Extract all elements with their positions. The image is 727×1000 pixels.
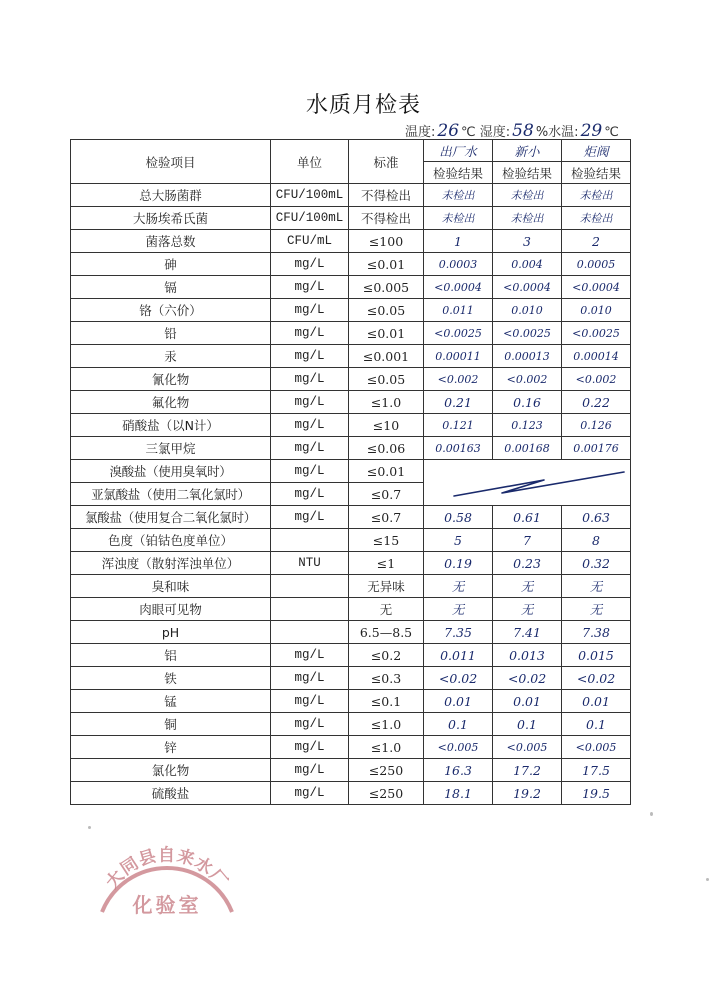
unit-cell: CFU/mL [271,230,349,253]
result-cell: 19.5 [562,782,631,805]
result-cell: 1 [424,230,493,253]
unit-cell: mg/L [271,253,349,276]
standard-cell: ≤0.01 [349,322,424,345]
standard-cell: 不得检出 [349,184,424,207]
result-cell: 未检出 [562,184,631,207]
result-cell: <0.005 [493,736,562,759]
result-cell: 无 [493,598,562,621]
standard-cell: ≤0.001 [349,345,424,368]
item-name: 铝 [71,644,271,667]
result-cell: 19.2 [493,782,562,805]
table-row [71,598,631,621]
standard-cell: 不得检出 [349,207,424,230]
result-cell: 无 [424,575,493,598]
result-cell: <0.002 [562,368,631,391]
table-row [71,184,631,207]
temp-unit: ℃ [461,125,476,140]
table-row [71,736,631,759]
water-temp-unit: ℃ [604,125,619,140]
table-row [71,299,631,322]
water-temp-label: 水温: [548,125,579,140]
item-name: 浑浊度（散射浑浊单位） [71,552,271,575]
result-cell: 0.126 [562,414,631,437]
unit-cell: mg/L [271,460,349,483]
standard-cell: ≤250 [349,782,424,805]
stamp-arc-text: 大同县自来水厂 [102,845,232,893]
table-row [71,414,631,437]
temp-value: 26 [437,121,460,141]
result-cell: 0.63 [562,506,631,529]
strikethrough-mark [424,460,631,504]
item-name: 汞 [71,345,271,368]
result-cell: 0.01 [424,690,493,713]
item-name: 铁 [71,667,271,690]
item-name: 总大肠菌群 [71,184,271,207]
standard-cell: 无异味 [349,575,424,598]
unit-cell: mg/L [271,437,349,460]
header-standard: 标准 [349,140,424,184]
result-cell: 2 [562,230,631,253]
result-cell: <0.002 [493,368,562,391]
table-row [71,690,631,713]
standard-cell: ≤1 [349,552,424,575]
table-row [71,230,631,253]
result-cell: 未检出 [424,207,493,230]
result-cell: 8 [562,529,631,552]
unit-cell: mg/L [271,690,349,713]
humidity-value: 58 [512,121,534,141]
item-name: 大肠埃希氏菌 [71,207,271,230]
table-row [71,782,631,805]
unit-cell: CFU/100mL [271,207,349,230]
result-cell: 未检出 [562,207,631,230]
result-cell: 0.01 [493,690,562,713]
unit-cell [271,575,349,598]
result-cell: 0.23 [493,552,562,575]
unit-cell: mg/L [271,322,349,345]
strikethrough-cell [424,460,631,506]
item-name: 砷 [71,253,271,276]
item-name: 氰化物 [71,368,271,391]
page-title: 水质月检表 [305,93,421,118]
table-row [71,759,631,782]
standard-cell: ≤1.0 [349,736,424,759]
result-cell: 0.00014 [562,345,631,368]
table-row [71,207,631,230]
table-row [71,644,631,667]
result-cell: <0.0025 [424,322,493,345]
result-cell: 16.3 [424,759,493,782]
result-cell: 0.61 [493,506,562,529]
unit-cell: mg/L [271,506,349,529]
result-cell: 0.00013 [493,345,562,368]
lab-stamp-seal [92,820,242,920]
standard-cell: ≤0.005 [349,276,424,299]
result-cell: <0.002 [424,368,493,391]
item-name: 菌落总数 [71,230,271,253]
unit-cell: mg/L [271,713,349,736]
unit-cell [271,598,349,621]
table-row [71,506,631,529]
unit-cell: mg/L [271,276,349,299]
standard-cell: ≤0.1 [349,690,424,713]
table-row [71,575,631,598]
result-cell: 未检出 [424,184,493,207]
result-cell: 0.0003 [424,253,493,276]
result-cell: 0.22 [562,391,631,414]
item-name: 亚氯酸盐（使用二氧化氯时） [71,483,271,506]
result-cell: <0.02 [493,667,562,690]
result-cell: 17.2 [493,759,562,782]
humidity-label: 湿度: [479,125,511,140]
result-cell: 3 [493,230,562,253]
scan-speck [650,812,653,816]
result-cell: <0.02 [562,667,631,690]
unit-cell: mg/L [271,345,349,368]
table-row [71,345,631,368]
humidity-unit: % [535,125,549,140]
result-cell: 0.01 [562,690,631,713]
result-cell: 0.013 [493,644,562,667]
item-name: 肉眼可见物 [71,598,271,621]
standard-cell: ≤0.05 [349,368,424,391]
item-name: 硝酸盐（以N计） [71,414,271,437]
table-row [71,368,631,391]
item-name: 三氯甲烷 [71,437,271,460]
standard-cell: 无 [349,598,424,621]
unit-cell: NTU [271,552,349,575]
table-row [71,460,631,483]
water-temp-value: 29 [580,121,603,141]
standard-cell: ≤0.05 [349,299,424,322]
result-cell: 0.1 [424,713,493,736]
result-cell: 0.16 [493,391,562,414]
result-cell: 7.41 [493,621,562,644]
header-source-1: 出厂水 [424,140,493,162]
table-row [71,437,631,460]
header-source-3: 炬阀 [562,140,631,162]
standard-cell: ≤0.7 [349,483,424,506]
result-cell: 17.5 [562,759,631,782]
standard-cell: ≤0.01 [349,460,424,483]
item-name: 臭和味 [71,575,271,598]
standard-cell: ≤0.01 [349,253,424,276]
item-name: 溴酸盐（使用臭氧时） [71,460,271,483]
result-cell: 0.011 [424,644,493,667]
result-cell: 7.38 [562,621,631,644]
standard-cell: ≤0.2 [349,644,424,667]
result-cell: 0.010 [562,299,631,322]
result-cell: 0.32 [562,552,631,575]
result-cell: 0.123 [493,414,562,437]
item-name: 氟化物 [71,391,271,414]
result-cell: 0.004 [493,253,562,276]
result-cell: 未检出 [493,207,562,230]
unit-cell [271,529,349,552]
result-cell: 无 [424,598,493,621]
result-cell: 5 [424,529,493,552]
result-cell: <0.02 [424,667,493,690]
result-cell: <0.005 [562,736,631,759]
table-row [71,276,631,299]
result-cell: <0.005 [424,736,493,759]
standard-cell: ≤1.0 [349,713,424,736]
standard-cell: 6.5—8.5 [349,621,424,644]
scan-speck [706,878,709,881]
header-source-2: 新小 [493,140,562,162]
standard-cell: ≤10 [349,414,424,437]
header-result-3: 检验结果 [562,162,631,184]
result-cell: <0.0025 [562,322,631,345]
unit-cell [271,621,349,644]
standard-cell: ≤0.7 [349,506,424,529]
table-row [71,391,631,414]
item-name: 铜 [71,713,271,736]
item-name: 铬（六价） [71,299,271,322]
result-cell: 0.015 [562,644,631,667]
result-cell: 0.58 [424,506,493,529]
standard-cell: ≤0.06 [349,437,424,460]
unit-cell: mg/L [271,667,349,690]
standard-cell: ≤250 [349,759,424,782]
item-name: 锰 [71,690,271,713]
result-cell: <0.0004 [562,276,631,299]
unit-cell: mg/L [271,759,349,782]
result-cell: 18.1 [424,782,493,805]
result-cell: 0.0005 [562,253,631,276]
result-cell: <0.0025 [493,322,562,345]
result-cell: 7.35 [424,621,493,644]
header-unit: 单位 [271,140,349,184]
result-cell: 0.19 [424,552,493,575]
standard-cell: ≤15 [349,529,424,552]
unit-cell: mg/L [271,736,349,759]
result-cell: 0.00163 [424,437,493,460]
item-name: pH [71,621,271,644]
item-name: 氯化物 [71,759,271,782]
unit-cell: CFU/100mL [271,184,349,207]
result-cell: 0.010 [493,299,562,322]
result-cell: 0.21 [424,391,493,414]
temp-label: 温度: [405,125,436,140]
result-cell: <0.0004 [493,276,562,299]
standard-cell: ≤0.3 [349,667,424,690]
item-name: 锌 [71,736,271,759]
header-result-1: 检验结果 [424,162,493,184]
unit-cell: mg/L [271,391,349,414]
header-result-2: 检验结果 [493,162,562,184]
table-row [71,253,631,276]
item-name: 镉 [71,276,271,299]
table-row [71,529,631,552]
standard-cell: ≤1.0 [349,391,424,414]
result-cell: 0.121 [424,414,493,437]
item-name: 色度（铂钴色度单位） [71,529,271,552]
water-quality-table [70,139,631,805]
item-name: 铅 [71,322,271,345]
table-row [71,322,631,345]
unit-cell: mg/L [271,368,349,391]
result-cell: 0.00176 [562,437,631,460]
table-row [71,713,631,736]
unit-cell: mg/L [271,299,349,322]
result-cell: 无 [493,575,562,598]
conditions-line [405,121,645,141]
standard-cell: ≤100 [349,230,424,253]
result-cell: 无 [562,598,631,621]
result-cell: 7 [493,529,562,552]
result-cell: 0.1 [562,713,631,736]
header-item: 检验项目 [71,140,271,184]
result-cell: 0.00168 [493,437,562,460]
result-cell: 无 [562,575,631,598]
unit-cell: mg/L [271,644,349,667]
table-row [71,667,631,690]
result-cell: 0.1 [493,713,562,736]
result-cell: 未检出 [493,184,562,207]
table-row [71,552,631,575]
unit-cell: mg/L [271,414,349,437]
header-row [71,140,631,162]
result-cell: <0.0004 [424,276,493,299]
stamp-center-text: 化验室 [132,893,202,917]
scan-speck [88,826,91,829]
result-cell: 0.011 [424,299,493,322]
result-cell: 0.00011 [424,345,493,368]
unit-cell: mg/L [271,782,349,805]
item-name: 氯酸盐（使用复合二氧化氯时） [71,506,271,529]
unit-cell: mg/L [271,483,349,506]
table-row [71,621,631,644]
item-name: 硫酸盐 [71,782,271,805]
